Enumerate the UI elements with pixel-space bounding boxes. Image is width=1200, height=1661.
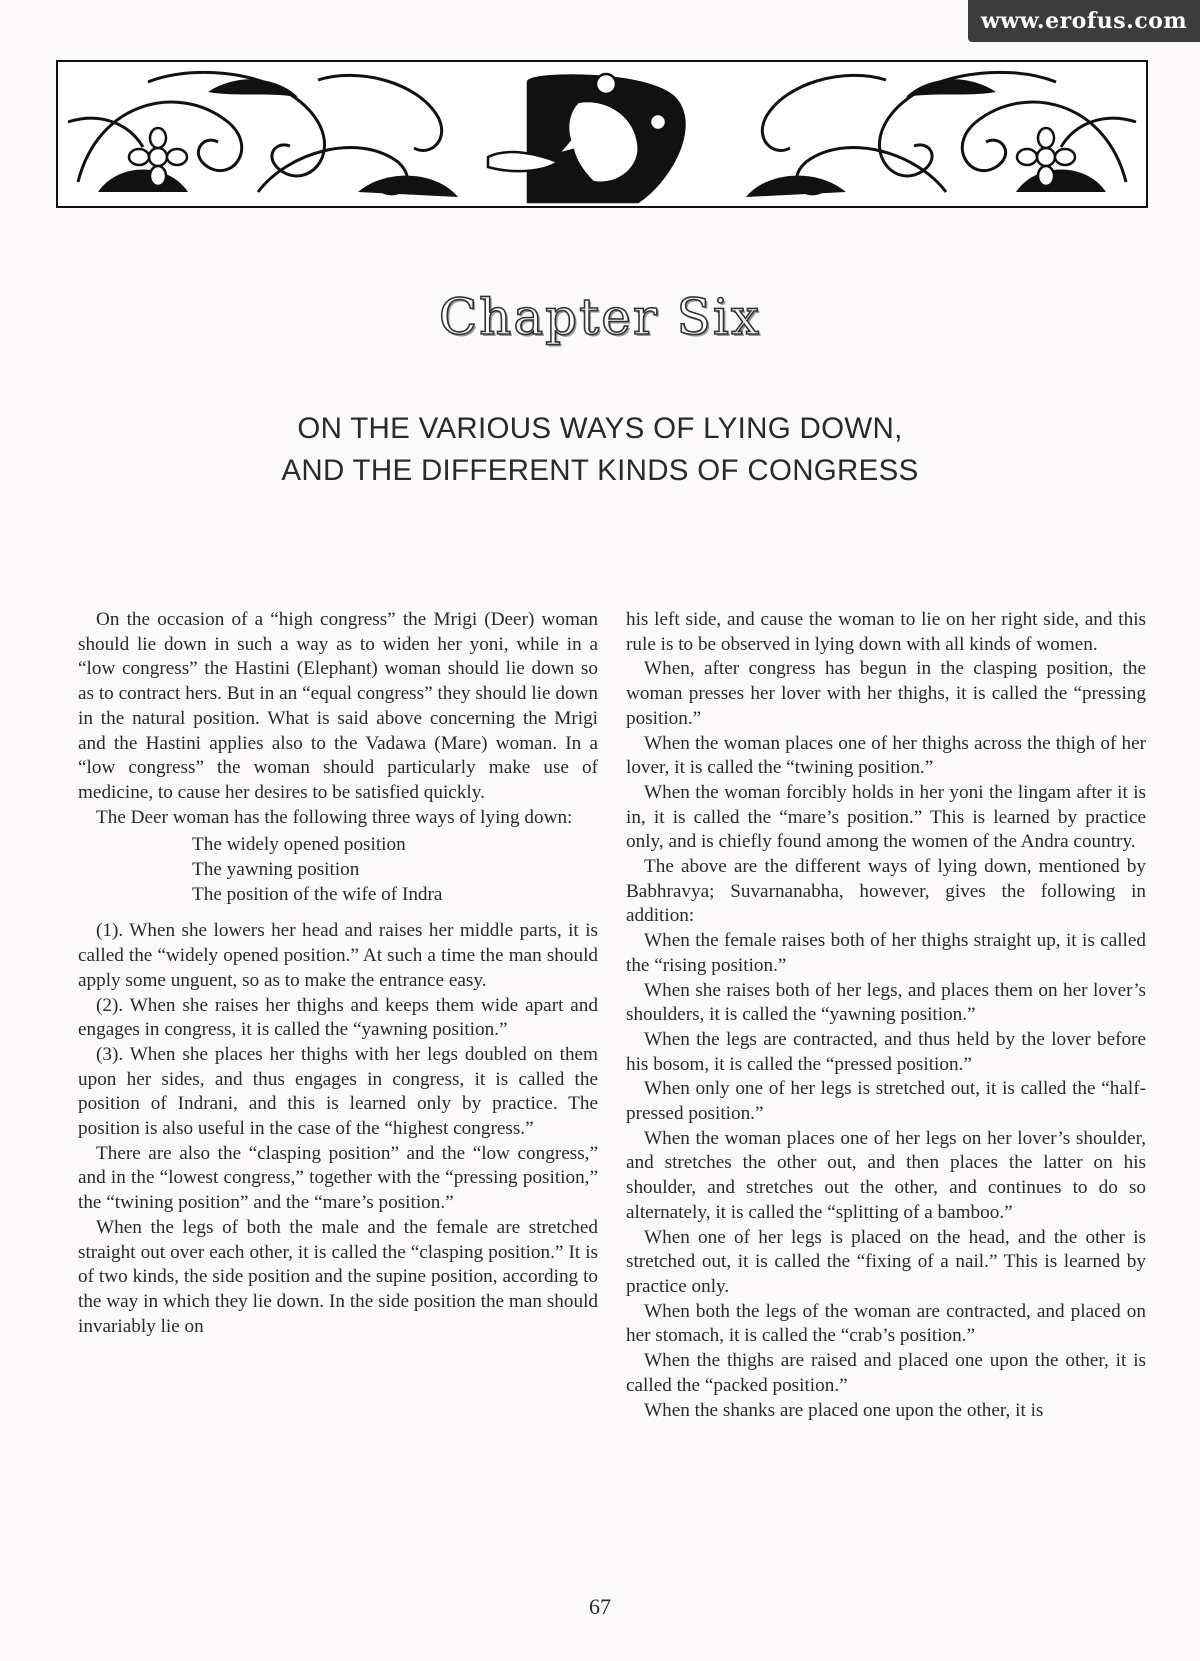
paragraph: When one of her legs is placed on the head, and the other is stretched out, it is called the “fixing of a nail.” This is learned by practice only.: [626, 1226, 1146, 1297]
subtitle-line-1: ON THE VARIOUS WAYS OF LYING DOWN,: [297, 412, 903, 445]
paragraph: When the legs of both the male and the female are stretched straight out over each other, it is called the “clasping position.” It is of two kinds, the side position and the supine position, according to the way in which they lie down. In the side position the man should invariably lie on: [78, 1216, 598, 1337]
paragraph: (1). When she lowers her head and raises her middle parts, it is called the “widely opened position.” At such a time the man should apply some unguent, so as to make the entrance easy.: [78, 920, 598, 991]
paragraph: The Deer woman has the following three ways of lying down:: [96, 806, 573, 828]
decorative-banner: [56, 60, 1148, 208]
paragraph: When the legs are contracted, and thus held by the lover before his bosom, it is called the “pressed position.”: [626, 1028, 1146, 1075]
list-item: The position of the wife of Indra: [192, 883, 443, 905]
paragraph: When the shanks are placed one upon the other, it is: [644, 1399, 1044, 1421]
paragraph: There are also the “clasping position” and the “low congress,” and in the “lowest congress,” together with the “pressing position,” the “twining position” and the “mare’s position.”: [78, 1142, 598, 1214]
right-column: [626, 608, 1146, 1423]
paragraph: (3). When she places her thighs with her legs doubled on them upon her sides, and thus engages in congress, it is called the position of Indrani, and this is learned only by practice. The position is also useful in the case of the “highest congress.”: [78, 1043, 598, 1140]
paragraph: When the woman places one of her legs on her lover’s shoulder, and stretches the other out, and then places the latter on his shoulder, and stretches out the other, and continues to do so alternately, it is called the “splitting of a bamboo.”: [626, 1127, 1146, 1223]
paragraph: When the thighs are raised and placed one upon the other, it is called the “packed position.”: [626, 1350, 1146, 1396]
paragraph: When she raises both of her legs, and places them on her lover’s shoulders, it is called the “yawning position.”: [626, 979, 1146, 1026]
subtitle-line-2: AND THE DIFFERENT KINDS OF CONGRESS: [281, 454, 919, 487]
chapter-title: Chapter Six: [438, 288, 762, 346]
list-item: The yawning position: [192, 859, 360, 881]
page-number: 67: [589, 1594, 611, 1619]
paragraph: (2). When she raises her thighs and keeps them wide apart and engages in congress, it is called the “yawning position.”: [78, 994, 598, 1041]
paragraph: his left side, and cause the woman to lie on her right side, and this rule is to be observed in lying down with all kinds of women.: [626, 609, 1146, 655]
paragraph: When the female raises both of her thighs straight up, it is called the “rising position.”: [626, 930, 1146, 976]
paragraph: When, after congress has begun in the clasping position, the woman presses her lover with her thighs, it is called the “pressing position.”: [626, 658, 1146, 729]
paragraph: When both the legs of the woman are contracted, and placed on her stomach, it is called the “crab’s position.”: [626, 1300, 1146, 1347]
left-column: [78, 608, 598, 1339]
paragraph: On the occasion of a “high congress” the Mrigi (Deer) woman should lie down in such a way as to widen her yoni, while in a “low congress” the Hastini (Elephant) woman should lie down so as to contract hers. But in an “equal congress” they should lie down in the natural position. What is said above concerning the Mrigi and the Hastini applies also to the Vadawa (Mare) woman. In a “low congress” the woman should particularly make use of medicine, to cause her desires to be satisfied quickly.: [78, 609, 598, 803]
list-item: The widely opened position: [192, 834, 406, 856]
paragraph: When the woman places one of her thighs across the thigh of her lover, it is called the “twining position.”: [626, 732, 1146, 779]
positions-list: [78, 833, 598, 907]
paragraph: When the woman forcibly holds in her yoni the lingam after it is in, it is called the “mare’s position.” This is learned by practice only, and is chiefly found among the women of the Andra country.: [626, 781, 1146, 853]
chapter-subtitle: [0, 408, 1200, 492]
watermark: www.erofus.com: [968, 0, 1200, 42]
paragraph: The above are the different ways of lying down, mentioned by Babhravya; Suvarnanabha, however, gives the following in addition:: [626, 856, 1146, 927]
paragraph: When only one of her legs is stretched out, it is called the “half-pressed position.”: [626, 1078, 1146, 1125]
